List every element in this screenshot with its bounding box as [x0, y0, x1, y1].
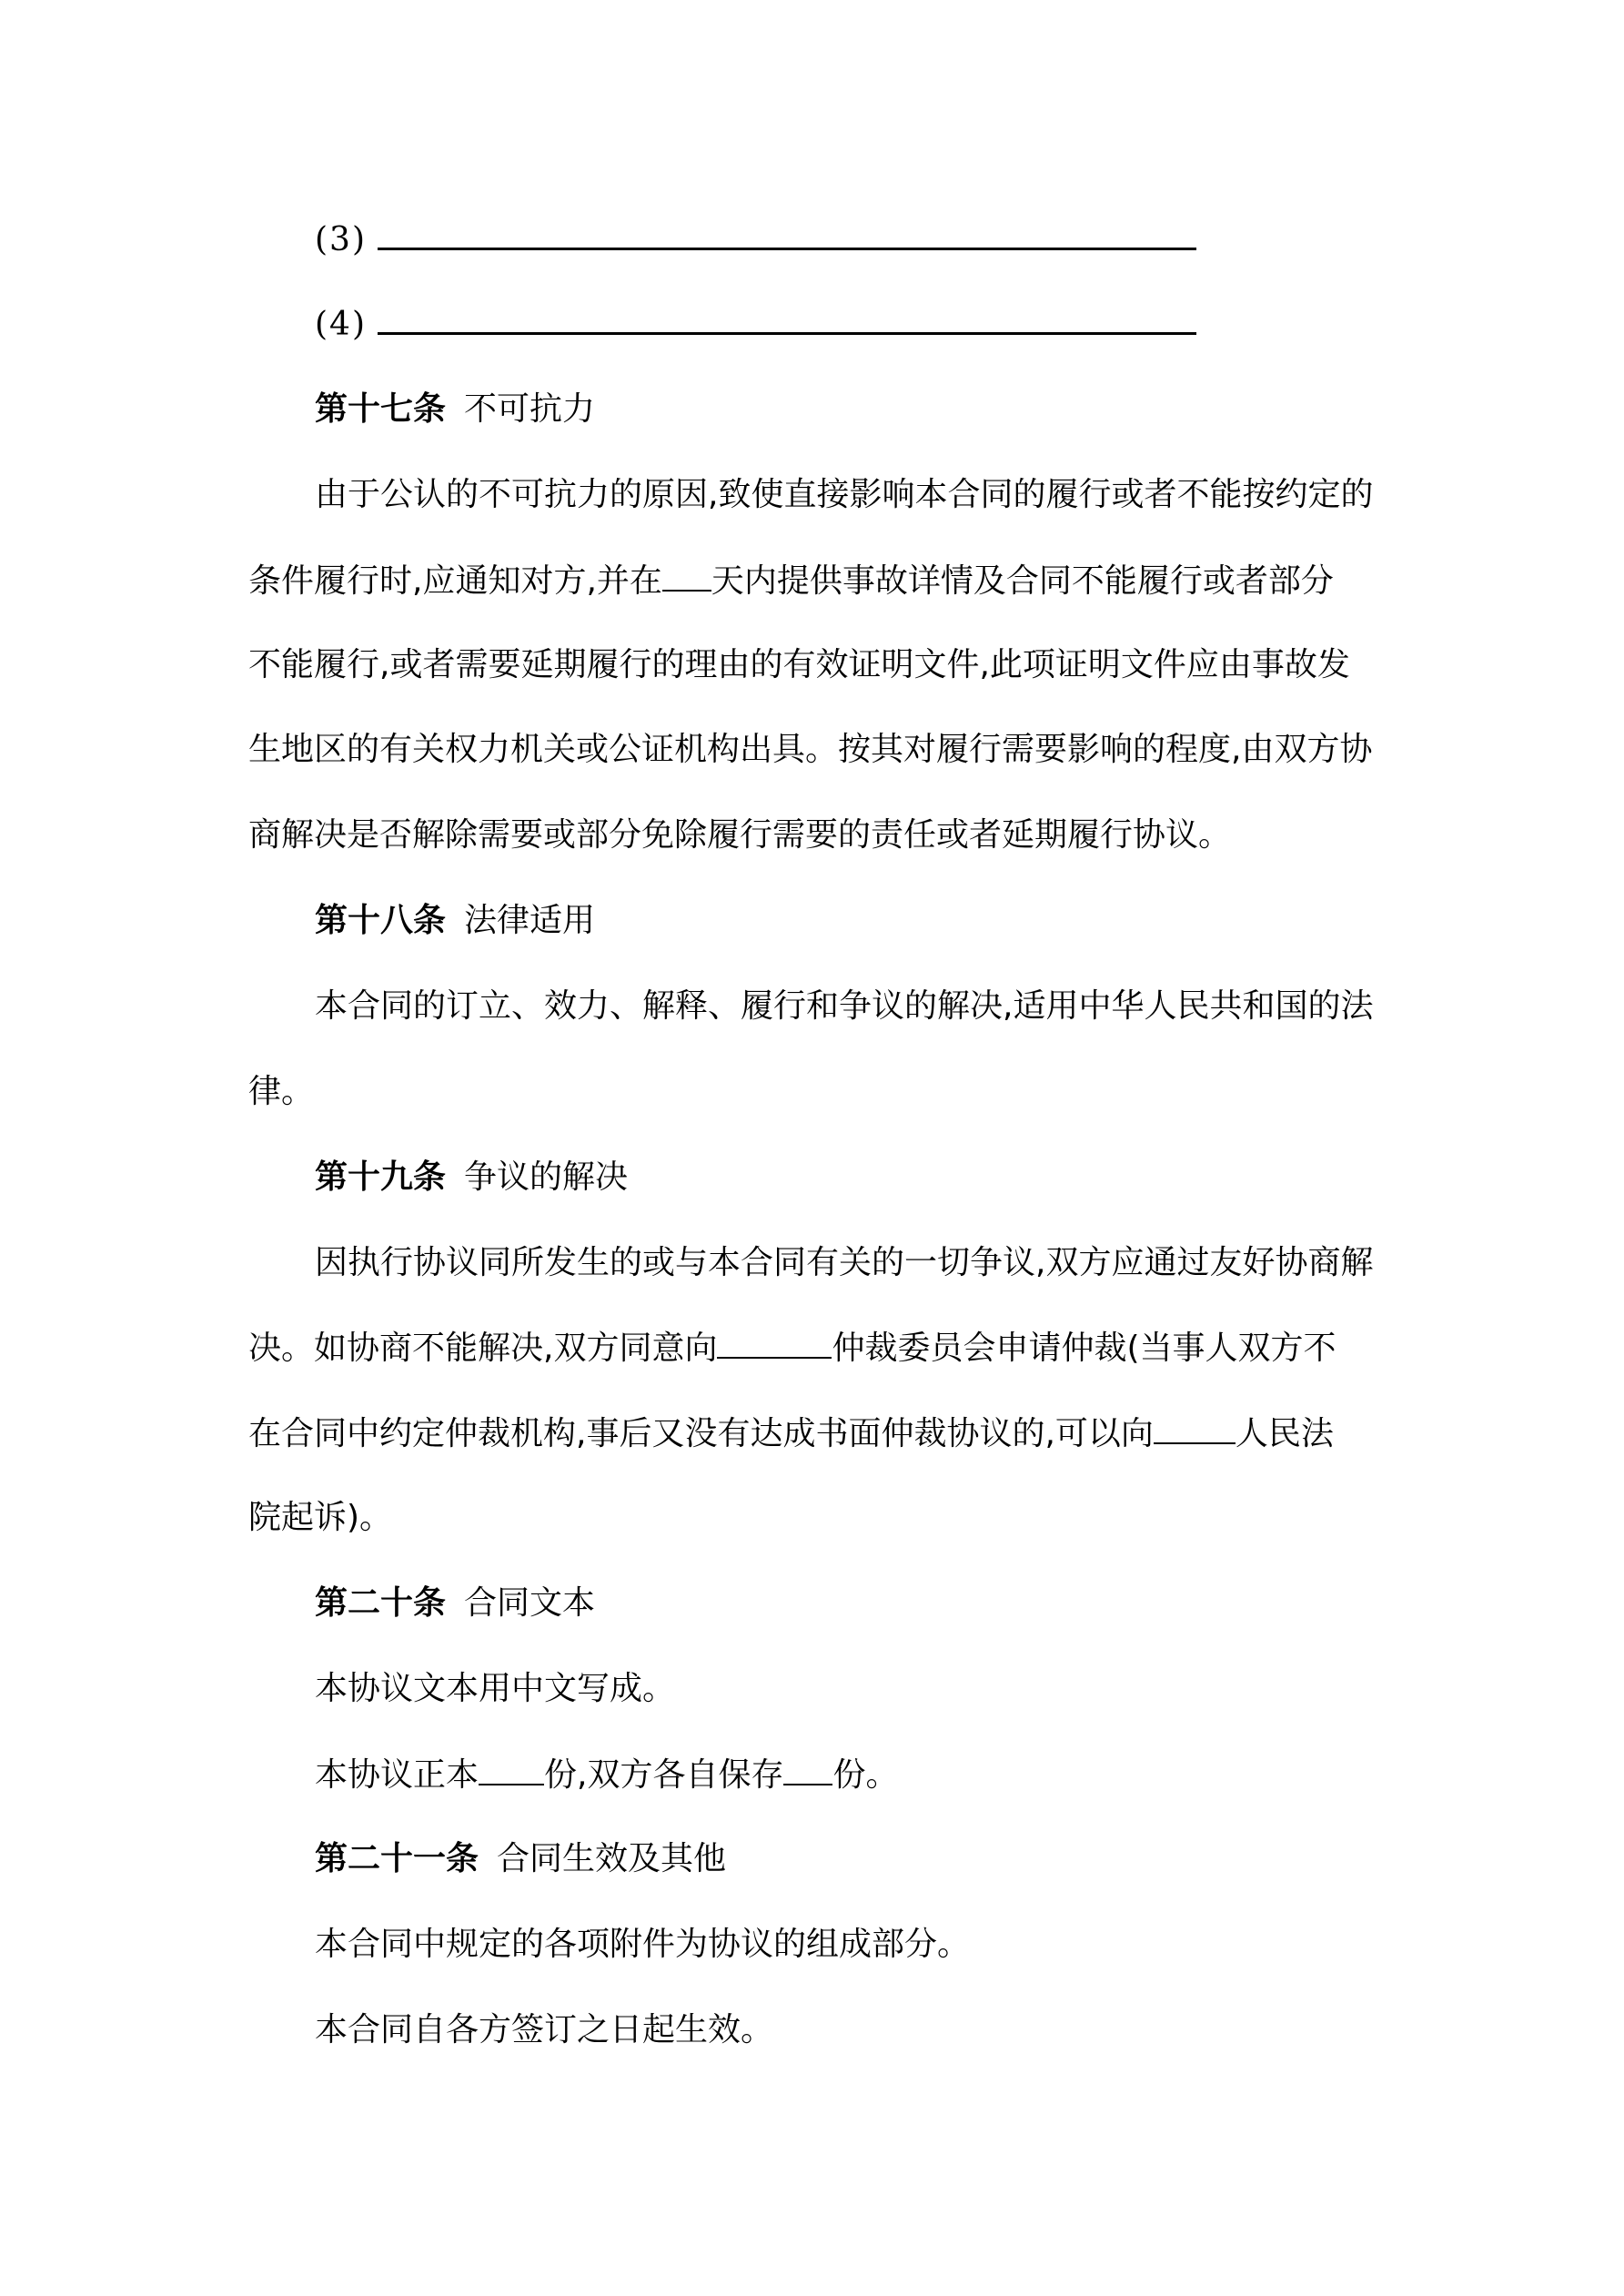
paragraph-text: 本合同的订立、效力、解释、履行和争议的解决,适用中华人民共和国的法: [315, 987, 1374, 1025]
paragraph-text: 生地区的有关权力机关或公证机构出具。按其对履行需要影响的程度,由双方协: [248, 731, 1373, 768]
article-number: 第十八条: [315, 902, 447, 939]
article-21-heading: [315, 1839, 726, 1879]
article-20-heading: [315, 1583, 595, 1623]
paragraph-text: 商解决是否解除需要或部分免除履行需要的责任或者延期履行协议。: [248, 816, 1232, 854]
list-item-label: (3): [315, 221, 367, 258]
article-number: 第二十一条: [315, 1840, 479, 1877]
article-title: 法律适用: [464, 902, 596, 939]
kept-copies-blank[interactable]: [783, 1755, 832, 1785]
article-number: 第二十条: [315, 1584, 447, 1622]
article-21-line-1: [315, 1925, 970, 1965]
paragraph-text: 在合同中约定仲裁机构,事后又没有达成书面仲裁协议的,可以向: [248, 1415, 1154, 1452]
article-17-line-3: [248, 645, 1350, 685]
paragraph-text: 份。: [832, 1756, 899, 1794]
article-21-line-2: [315, 2010, 773, 2050]
article-18-line-2: [248, 1072, 314, 1112]
article-18-line-1: [315, 986, 1373, 1027]
article-19-line-4: [248, 1498, 392, 1538]
paragraph-text: 人民法: [1235, 1415, 1334, 1452]
article-title: 合同生效及其他: [497, 1840, 727, 1877]
article-19-line-3: [248, 1413, 1334, 1454]
article-19-heading: [315, 1158, 628, 1198]
paragraph-text: 本协议文本用中文写成。: [315, 1670, 676, 1707]
paragraph-text: 天内提供事故详情及合同不能履行或者部分: [711, 562, 1334, 600]
list-item-label: (4): [315, 306, 367, 343]
article-number: 第十九条: [315, 1158, 447, 1196]
paragraph-text: 本协议正本: [315, 1756, 479, 1794]
court-blank[interactable]: [1154, 1413, 1236, 1444]
article-title: 不可抗力: [464, 390, 596, 428]
paragraph-text: 仲裁委员会申请仲裁(当事人双方不: [832, 1330, 1337, 1367]
article-17-heading: [315, 389, 595, 430]
article-17-line-4: [248, 730, 1372, 770]
days-blank[interactable]: [662, 561, 711, 592]
list-item-3: [315, 218, 1196, 260]
fill-blank-line[interactable]: [378, 303, 1196, 335]
paragraph-text: 不能履行,或者需要延期履行的理由的有效证明文件,此项证明文件应由事故发: [248, 646, 1350, 683]
paragraph-text: 本合同自各方签订之日起生效。: [315, 2011, 774, 2048]
paragraph-text: 律。: [248, 1073, 315, 1110]
article-18-heading: [315, 901, 595, 941]
article-20-line-2: [315, 1755, 898, 1795]
article-19-line-1: [315, 1243, 1373, 1283]
paragraph-text: 院起诉)。: [248, 1499, 393, 1536]
article-20-line-1: [315, 1669, 675, 1709]
article-19-line-2: [248, 1328, 1337, 1369]
article-title: 合同文本: [464, 1584, 596, 1622]
arbitration-body-blank[interactable]: [717, 1328, 832, 1359]
article-17-line-2: [248, 561, 1334, 602]
article-17-line-1: [315, 475, 1373, 515]
paragraph-text: 由于公认的不可抗力的原因,致使直接影响本合同的履行或者不能按约定的: [315, 476, 1374, 513]
article-17-line-5: [248, 815, 1231, 855]
list-item-4: [315, 303, 1196, 345]
fill-blank-line[interactable]: [378, 218, 1196, 250]
paragraph-text: 因执行协议同所发生的或与本合同有关的一切争议,双方应通过友好协商解: [315, 1244, 1374, 1281]
paragraph-text: 条件履行时,应通知对方,并在: [248, 562, 662, 600]
article-title: 争议的解决: [464, 1158, 629, 1196]
paragraph-text: 本合同中规定的各项附件为协议的组成部分。: [315, 1926, 971, 1963]
article-number: 第十七条: [315, 390, 447, 428]
paragraph-text: 份,双方各自保存: [544, 1756, 784, 1794]
original-copies-blank[interactable]: [479, 1755, 544, 1785]
paragraph-text: 决。如协商不能解决,双方同意向: [248, 1330, 718, 1367]
